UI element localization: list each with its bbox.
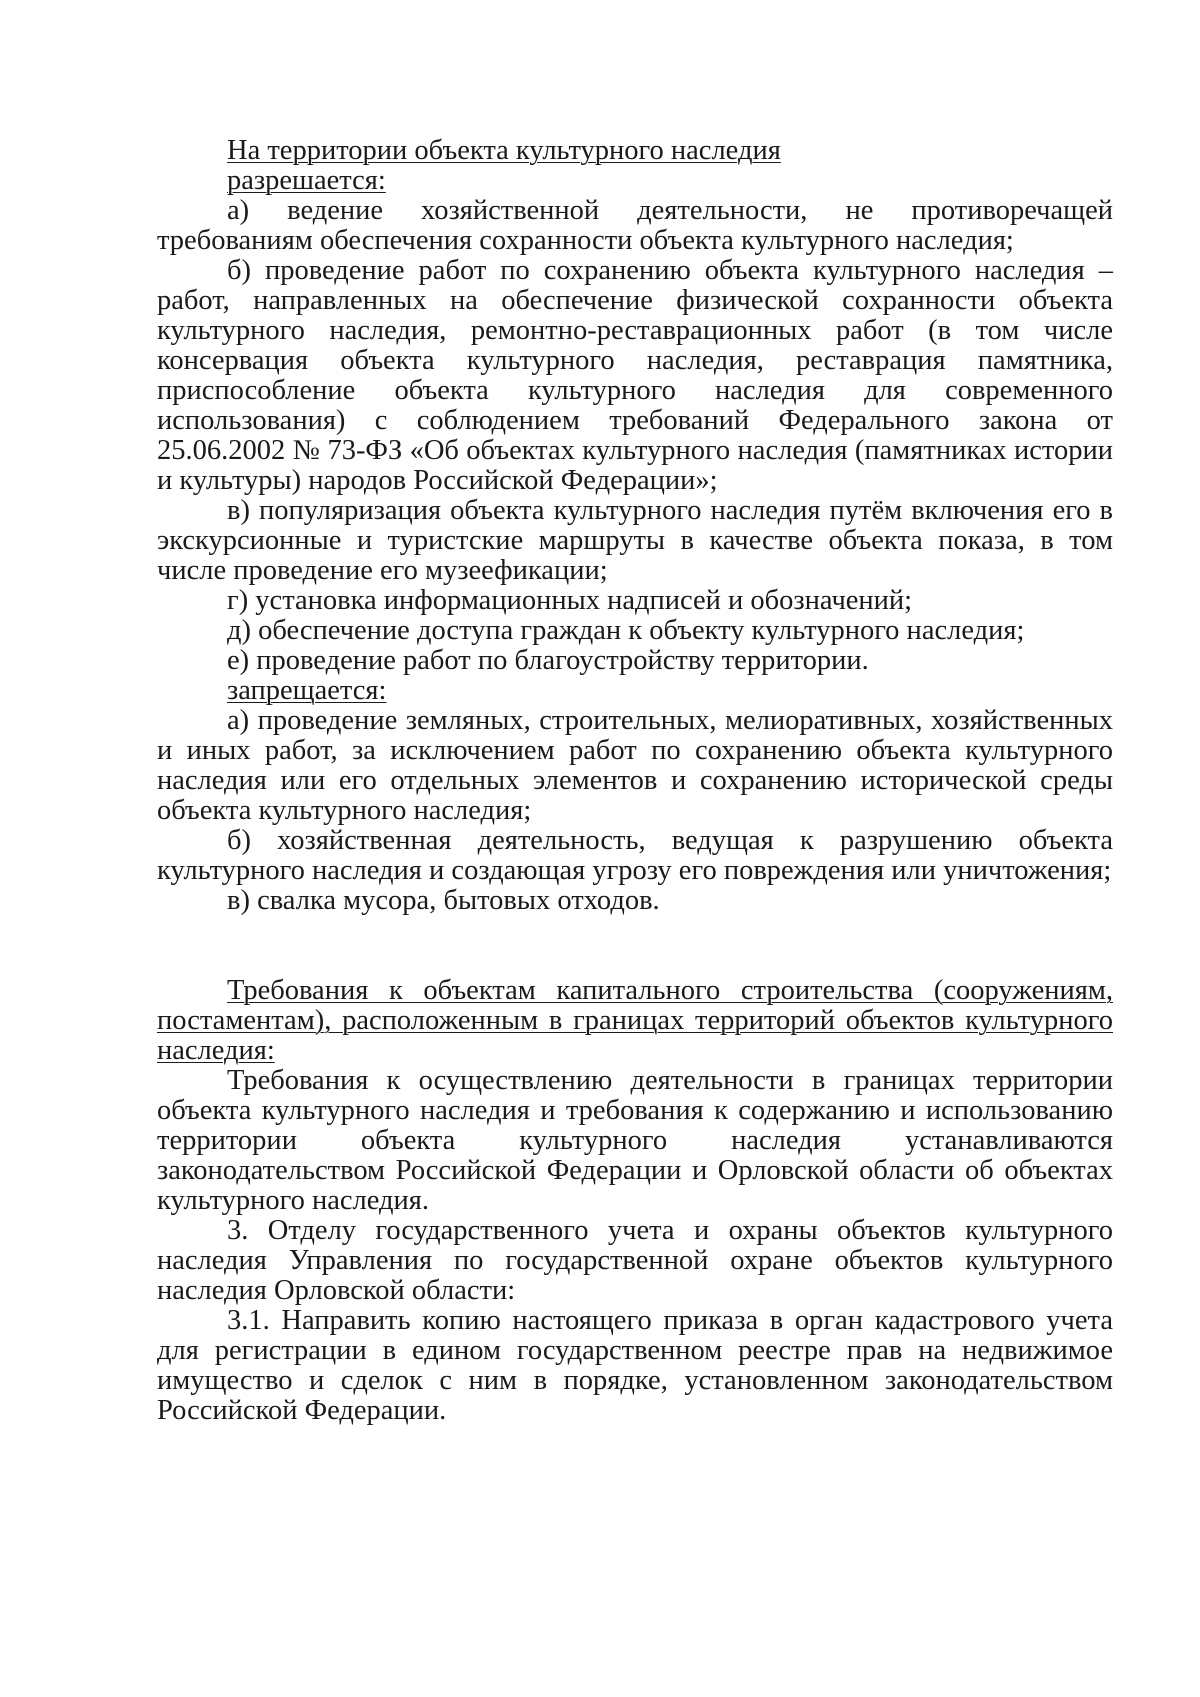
item-3-1: 3.1. Направить копию настоящего приказа в орган кадастрового учета для регистрации в едином государственном реестре прав на недвижимое имущество и сделок с ним в порядке, установленном законодательством Российской Федерации. (157, 1305, 1113, 1426)
document-body (157, 136, 1113, 1426)
construction-requirements-text: Требования к осуществлению деятельности в границах территории объекта культурного наследия и требования к содержанию и использованию территории объекта культурного наследия устанавливаются законодательством Российской Федерации и Орловской области об объектах культурного наследия. (157, 1065, 1113, 1216)
allowed-label: разрешается: (227, 165, 386, 196)
forbidden-item-b: б) хозяйственная деятельность, ведущая к разрушению объекта культурного наследия и создающая угрозу его повреждения или уничтожения; (157, 825, 1113, 886)
forbidden-item-v: в) свалка мусора, бытовых отходов. (227, 885, 660, 916)
forbidden-label: запрещается: (227, 675, 387, 706)
allowed-item-e: е) проведение работ по благоустройству территории. (227, 645, 869, 676)
territory-heading: На территории объекта культурного наследия (227, 135, 781, 166)
section-gap (157, 916, 1113, 976)
allowed-item-b: б) проведение работ по сохранению объекта культурного наследия – работ, направленных на обеспечение физической сохранности объекта культурного наследия, ремонтно-реставрационных работ (в том числе консервация объекта культурного наследия, реставрация памятника, приспособление объекта культурного наследия для современного использования) с соблюдением требований Федерального закона от 25.06.2002 № 73-ФЗ «Об объектах культурного наследия (памятниках истории и культуры) народов Российской Федерации»; (157, 255, 1113, 496)
allowed-item-g: г) установка информационных надписей и обозначений; (227, 585, 913, 616)
construction-requirements-heading: Требования к объектам капитального строительства (сооружениям, постаментам), расположенным в границах территорий объектов культурного наследия: (157, 975, 1113, 1066)
allowed-item-d: д) обеспечение доступа граждан к объекту культурного наследия; (227, 615, 1025, 646)
allowed-item-v: в) популяризация объекта культурного наследия путём включения его в экскурсионные и туристские маршруты в качестве объекта показа, в том числе проведение его музеефикации; (157, 495, 1113, 586)
forbidden-item-a: а) проведение земляных, строительных, мелиоративных, хозяйственных и иных работ, за исключением работ по сохранению объекта культурного наследия или его отдельных элементов и сохранению исторической среды объекта культурного наследия; (157, 705, 1113, 826)
allowed-item-a: а) ведение хозяйственной деятельности, не противоречащей требованиям обеспечения сохранности объекта культурного наследия; (157, 195, 1113, 256)
item-3: 3. Отделу государственного учета и охраны объектов культурного наследия Управления по государственной охране объектов культурного наследия Орловской области: (157, 1215, 1113, 1306)
